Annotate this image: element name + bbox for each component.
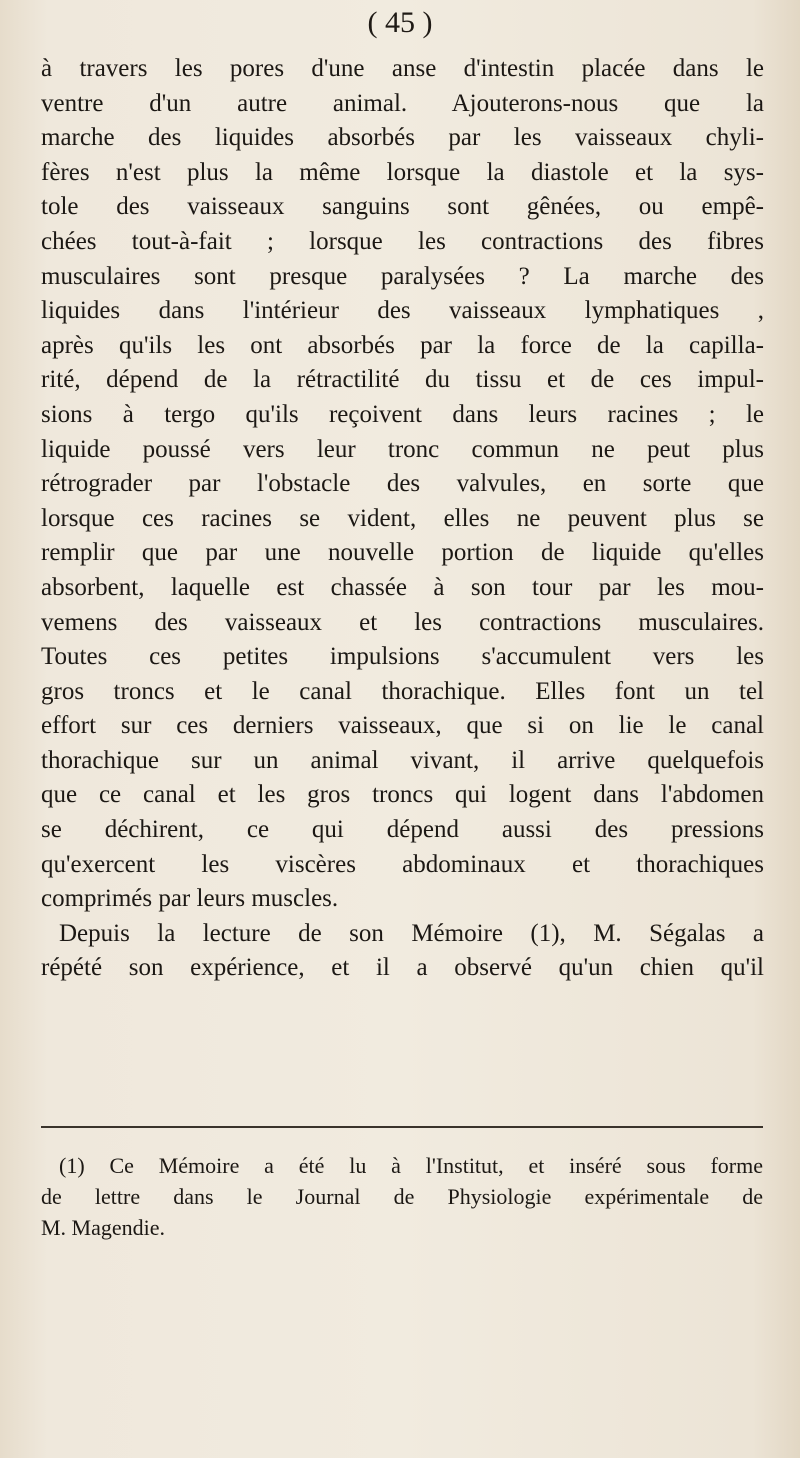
text-line: effort sur ces derniers vaisseaux, que si on lie le canal <box>41 712 764 740</box>
footnote-divider <box>41 1126 763 1128</box>
footnote-line: (1) Ce Mémoire a été lu à l'Institut, et inséré sous forme <box>59 1153 763 1178</box>
text-line: comprimés par leurs muscles. <box>41 885 339 913</box>
text-line: rétrograder par l'obstacle des valvules, en sorte que <box>41 470 764 498</box>
text-line: remplir que par une nouvelle portion de liquide qu'elles <box>41 539 764 567</box>
text-line: Toutes ces petites impulsions s'accumulent vers les <box>41 643 764 671</box>
text-line: rité, dépend de la rétractilité du tissu et de ces impul- <box>41 366 764 394</box>
text-line: absorbent, laquelle est chassée à son tour par les mou- <box>41 573 764 601</box>
text-line: fères n'est plus la même lorsque la diastole et la sys- <box>41 158 764 186</box>
text-line: à travers les pores d'une anse d'intestin placée dans le <box>41 55 764 82</box>
text-line: liquide poussé vers leur tronc commun ne peut plus <box>41 435 764 463</box>
text-line: qu'exercent les viscères abdominaux et thorachiques <box>41 850 764 878</box>
text-line: gros troncs et le canal thorachique. Elles font un tel <box>41 677 764 705</box>
text-line: liquides dans l'intérieur des vaisseaux lymphatiques , <box>41 297 764 325</box>
text-line: chées tout-à-fait ; lorsque les contractions des fibres <box>41 227 764 255</box>
text-line: tole des vaisseaux sanguins sont gênées, ou empê- <box>41 193 764 221</box>
text-line: Depuis la lecture de son Mémoire (1), M. Ségalas a <box>59 919 764 947</box>
text-line: répété son expérience, et il a observé qu'un chien qu'il <box>41 954 764 982</box>
text-line: ventre d'un autre animal. Ajouterons-nous que la <box>41 89 764 117</box>
footnote-line: de lettre dans le Journal de Physiologie expérimentale de <box>41 1184 763 1209</box>
text-line: lorsque ces racines se vident, elles ne peuvent plus se <box>41 504 764 532</box>
page-number: ( 45 ) <box>367 6 433 39</box>
footnote <box>41 1150 763 1243</box>
text-line: vemens des vaisseaux et les contractions musculaires. <box>41 608 764 636</box>
footnote-line: M. Magendie. <box>41 1215 166 1240</box>
text-line: musculaires sont presque paralysées ? La marche des <box>41 262 764 290</box>
body-text <box>41 52 764 986</box>
text-line: marche des liquides absorbés par les vaisseaux chyli- <box>41 124 764 152</box>
text-line: thorachique sur un animal vivant, il arrive quelquefois <box>41 746 764 774</box>
text-line: se déchirent, ce qui dépend aussi des pressions <box>41 816 764 844</box>
text-line: après qu'ils les ont absorbés par la force de la capilla- <box>41 331 764 359</box>
text-line: que ce canal et les gros troncs qui logent dans l'abdomen <box>41 781 764 809</box>
text-line: sions à tergo qu'ils reçoivent dans leurs racines ; le <box>41 400 764 428</box>
